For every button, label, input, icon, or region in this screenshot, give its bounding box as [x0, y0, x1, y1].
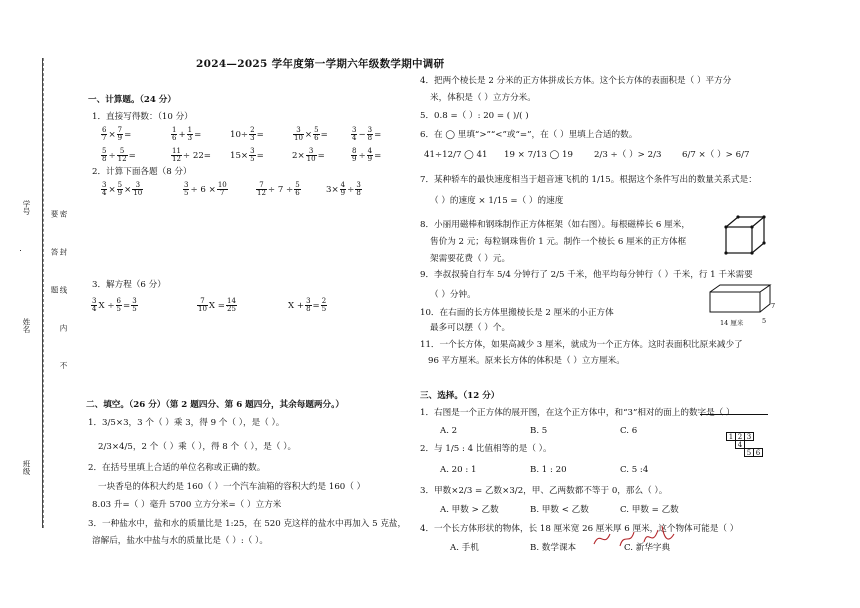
fill-7a: 7．某种轿车的最快速度相当于超音速飞机的 1/15。根据这个条件写出的数量关系式是：: [420, 175, 757, 185]
fill-3a: 3．一种盐水中，盐和水的质量比是 1:25，在 520 克这样的盐水中再加入 5 克盐，: [88, 519, 407, 529]
net-face-4: 4: [735, 440, 745, 449]
net-face-5: 5: [744, 448, 754, 457]
fill-5: 5．0.8 =（ ）: 20 = ( )/( ): [420, 111, 529, 121]
calc-2-2: $\frac{11}{12}$ ÷ 22=: [172, 147, 211, 163]
compare-3: 2/3 ÷（ ）> 2/3: [594, 150, 662, 160]
choice-4-b: B. 数学课本: [530, 543, 577, 553]
net-face-1: 1: [726, 432, 736, 441]
choice-2-a: A. 20 : 1: [440, 465, 477, 475]
page-title: 2024—2025 学年度第一学期六年级数学期中调研: [196, 58, 445, 70]
choice-3-a: A. 甲数 > 乙数: [440, 505, 499, 515]
binding-line-dashed: [43, 58, 45, 528]
sec2-heading: 二、填空。（26 分）（第 2 题四分、第 6 题四分，其余每题两分。）: [86, 400, 345, 410]
choice-2-b: B. 1 : 20: [530, 465, 567, 475]
calc-1-5: $\frac{3}{4}$ − $\frac{3}{8}$ =: [352, 126, 382, 142]
calc-1-1: $\frac{6}{7}$ × $\frac{7}{9}$ =: [102, 126, 132, 142]
class-label: 班级: [22, 460, 31, 475]
sec1-heading: 一、计算题。（24 分）: [88, 95, 176, 105]
eq-2: $\frac{7}{10}$ X = $\frac{14}{25}$: [198, 297, 236, 313]
fill-10a: 10．在右面的长方体里搬棱长是 2 厘米的小正方体: [420, 308, 614, 318]
compare-1: 41÷12/7 ◯ 41: [424, 150, 488, 160]
choice-1: 1．右图是一个正方体的展开图，在这个正方体中，和“3”相对的面上的数字是（ ）: [420, 408, 735, 418]
eq-3: X + $\frac{3}{8}$ = $\frac{2}{5}$: [288, 297, 327, 313]
net-face-6: 6: [753, 448, 763, 457]
cuboid-length-label: 14 厘米: [720, 319, 744, 327]
fill-6: 6．在 ◯ 里填“>”“<”或“=”，在（ ）里填上合适的数。: [420, 130, 638, 140]
fill-8b: 售价为 2 元；每粒钢珠售价 1 元。制作一个棱长 6 厘米的正方体框: [430, 237, 687, 247]
red-scribble: [590, 520, 680, 552]
choice-4-a: A. 手机: [450, 543, 479, 553]
calc-1-2: $\frac{1}{6}$ + $\frac{1}{3}$ =: [172, 126, 202, 142]
fill-8c: 架需要花费（ ）元。: [430, 254, 511, 264]
fill-9a: 9．李叔叔骑自行车 5/4 分钟行了 2/5 千米，他平均每分钟行（ ）千米，行 1 千米需要: [420, 270, 753, 280]
calc-1-4: $\frac{3}{10}$ × $\frac{5}{6}$ =: [294, 126, 328, 142]
fill-2a: 一块香皂的体积大约是 160（ ）一个汽车油箱的容积大约是 160（ ）: [98, 482, 366, 492]
calc-2-1: $\frac{5}{8}$ ÷ $\frac{5}{12}$ =: [102, 147, 136, 163]
eq-1: $\frac{3}{4}$ X ÷ $\frac{6}{5}$ = $\frac{3}{5}$: [92, 297, 137, 313]
sec3-heading: 三、选择。（12 分）: [420, 391, 500, 401]
fill-1a: 1．3/5×3，3 个（ ）乘 3，得 9 个（ ），是（ ）。: [88, 418, 285, 428]
student-no-label: 学号: [22, 200, 31, 215]
compare-4: 6/7 ×（ ）> 6/7: [682, 150, 750, 160]
sec1-q3: 3．解方程（6 分）: [92, 280, 166, 290]
fill-11a: 11．一个长方体，如果高减少 3 厘米，就成为一个正方体。这时表面积比原来减少了: [420, 340, 743, 350]
strike-mark: [700, 414, 768, 415]
sec1-q1: 1．直接写得数：（10 分）: [92, 112, 193, 122]
choice-3: 3．甲数×2/3 = 乙数×3/2，甲、乙两数都不等于 0，那么（ ）。: [420, 486, 668, 496]
choice-4: 4．一个长方体形状的物体，长 18 厘米宽 26 厘米厚 6 厘米，这个物体可能是（ ）: [420, 524, 739, 534]
student-no-line: [20, 250, 21, 251]
cuboid-figure: [706, 282, 776, 320]
calc-1-3: 10÷ $\frac{2}{3}$ =: [230, 126, 264, 142]
fill-10b: 最多可以摆（ ）个。: [430, 323, 511, 333]
choice-3-c: C. 甲数 = 乙数: [620, 505, 679, 515]
cube-frame-figure: [722, 215, 770, 257]
sec1-q2: 2．计算下面各题（8 分）: [92, 167, 192, 177]
cuboid-width-label: 5: [762, 317, 767, 325]
choice-2: 2．与 1/5 : 4 比值相等的是（ ）。: [420, 444, 552, 454]
calc-3-4: 3× $\frac{4}{9}$ ÷ $\frac{3}{8}$: [326, 181, 361, 197]
net-face-3: 3: [744, 432, 754, 441]
calc-2-3: 15× $\frac{3}{5}$ =: [230, 147, 264, 163]
net-face-2: 2: [735, 432, 745, 441]
choice-2-c: C. 5 :4: [620, 465, 649, 475]
fill-4a: 4．把两个棱长是 2 分米的正方体拼成长方体。这个长方体的表面积是（ ）平方分: [420, 76, 732, 86]
choice-1-b: B. 5: [530, 426, 548, 436]
calc-2-4: 2× $\frac{3}{10}$ =: [292, 147, 325, 163]
fill-4b: 米，体积是（ ）立方分米。: [430, 93, 536, 103]
fill-2: 2．在括号里填上合适的单位名称或正确的数。: [88, 463, 266, 473]
fill-9b: （ ）分钟。: [430, 290, 476, 300]
choice-1-c: C. 6: [620, 426, 638, 436]
fill-11b: 96 平方厘米。原来长方体的体积是（ ）立方厘米。: [428, 356, 625, 366]
seal-notice: 密 封 线 内 不 要 答 题: [50, 210, 68, 384]
fill-3b: 溶解后，盐水中盐与水的质量比是（ ）:（ ）。: [92, 536, 268, 546]
fill-1b: 2/3×4/5，2 个（ ）乘（ ），得 8 个（ ），是（ ）。: [98, 442, 297, 452]
calc-3-2: $\frac{3}{5}$ ÷ 6 × $\frac{10}{7}$: [184, 181, 227, 197]
calc-2-5: $\frac{8}{9}$ ÷ $\frac{4}{9}$ =: [352, 147, 382, 163]
calc-3-3: $\frac{7}{12}$ ÷ 7 ÷ $\frac{5}{6}$: [257, 181, 300, 197]
cuboid-height-label: 7: [771, 302, 776, 310]
name-label: 姓名: [22, 318, 31, 333]
choice-1-a: A. 2: [440, 426, 458, 436]
fill-2b: 8.03 升=（ ）毫升 5700 立方分米=（ ）立方米: [92, 500, 282, 510]
choice-3-b: B. 甲数 < 乙数: [530, 505, 589, 515]
fill-8a: 8．小丽用磁棒和钢珠制作正方体框架（如右图）。每根磁棒长 6 厘米，: [420, 220, 690, 230]
fill-7b: （ ）的速度 × 1/15 =（ ）的速度: [430, 196, 564, 206]
choice-4-c: C. 新华字典: [624, 543, 671, 553]
calc-3-1: $\frac{3}{4}$ × $\frac{5}{9}$ × $\frac{3}{10}$: [102, 181, 143, 197]
compare-2: 19 × 7/13 ◯ 19: [504, 150, 573, 160]
